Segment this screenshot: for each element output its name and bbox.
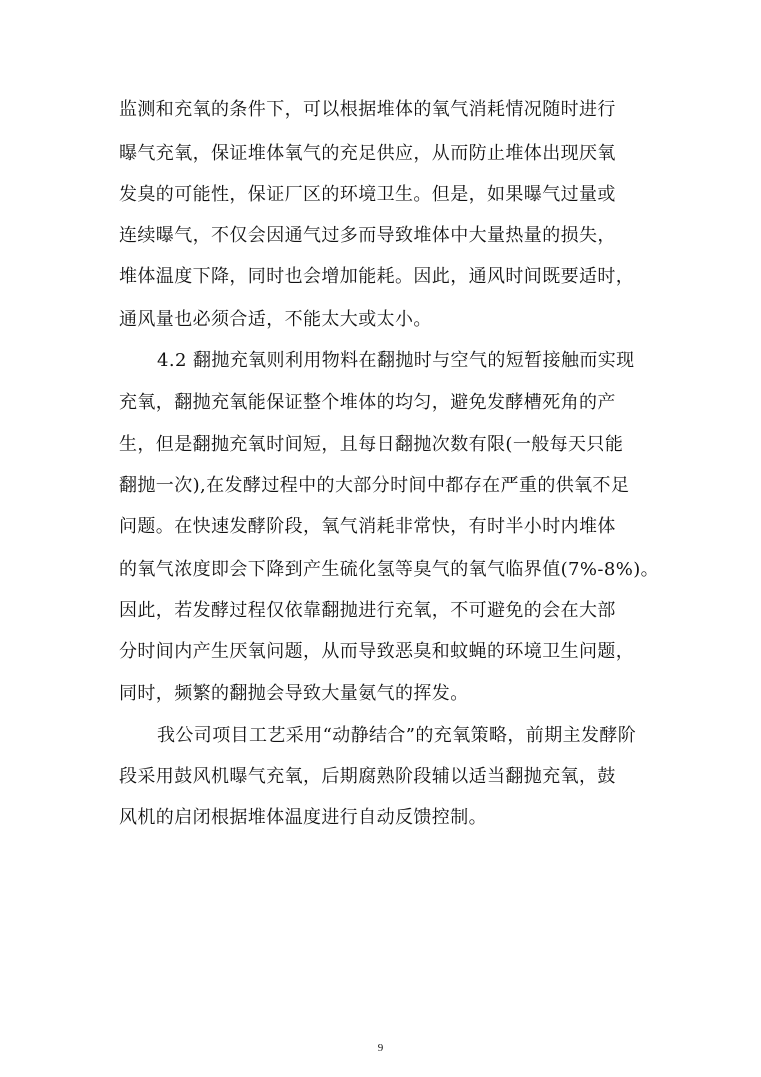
paragraph-line: 风机的启闭根据堆体温度进行自动反馈控制。 [119, 807, 487, 828]
paragraph-line: 发臭的可能性，保证厂区的环境卫生。但是，如果曝气过量或 [119, 184, 616, 205]
paragraph-line: 堆体温度下降，同时也会增加能耗。因此，通风时间既要适时， [119, 266, 635, 287]
paragraph-line: 连续曝气，不仅会因通气过多而导致堆体中大量热量的损失， [119, 225, 616, 246]
page-number: 9 [377, 1042, 384, 1054]
paragraph-line: 的氧气浓度即会下降到产生硫化氢等臭气的氧气临界值(7%-8%)。 [119, 559, 660, 580]
paragraph-line: 问题。在快速发酵阶段，氧气消耗非常快，有时半小时内堆体 [119, 516, 616, 537]
paragraph-line: 因此，若发酵过程仅依靠翻抛进行充氧，不可避免的会在大部 [119, 600, 616, 621]
paragraph-line: 分时间内产生厌氧问题，从而导致恶臭和蚊蝇的环境卫生问题， [119, 641, 635, 662]
paragraph-line: 翻抛一次),在发酵过程中的大部分时间中都存在严重的供氧不足 [119, 475, 630, 496]
paragraph-line: 段采用鼓风机曝气充氧，后期腐熟阶段辅以适当翻抛充氧，鼓 [119, 766, 616, 787]
paragraph-line: 充氧，翻抛充氧能保证整个堆体的均匀，避免发酵槽死角的产 [119, 392, 616, 413]
paragraph-line: 我公司项目工艺采用“动静结合”的充氧策略，前期主发酵阶 [157, 725, 637, 746]
paragraph-line: 通风量也必须合适，不能太大或太小。 [119, 309, 432, 330]
paragraph-line: 曝气充氧，保证堆体氧气的充足供应，从而防止堆体出现厌氧 [119, 143, 616, 164]
paragraph-line: 同时，频繁的翻抛会导致大量氨气的挥发。 [119, 683, 469, 704]
paragraph-line: 生，但是翻抛充氧时间短，且每日翻抛次数有限(一般每天只能 [119, 434, 624, 455]
section-heading-line: 4.2 翻抛充氧则利用物料在翻抛时与空气的短暂接触而实现 [157, 350, 635, 371]
paragraph-line: 监测和充氧的条件下，可以根据堆体的氧气消耗情况随时进行 [119, 99, 616, 120]
